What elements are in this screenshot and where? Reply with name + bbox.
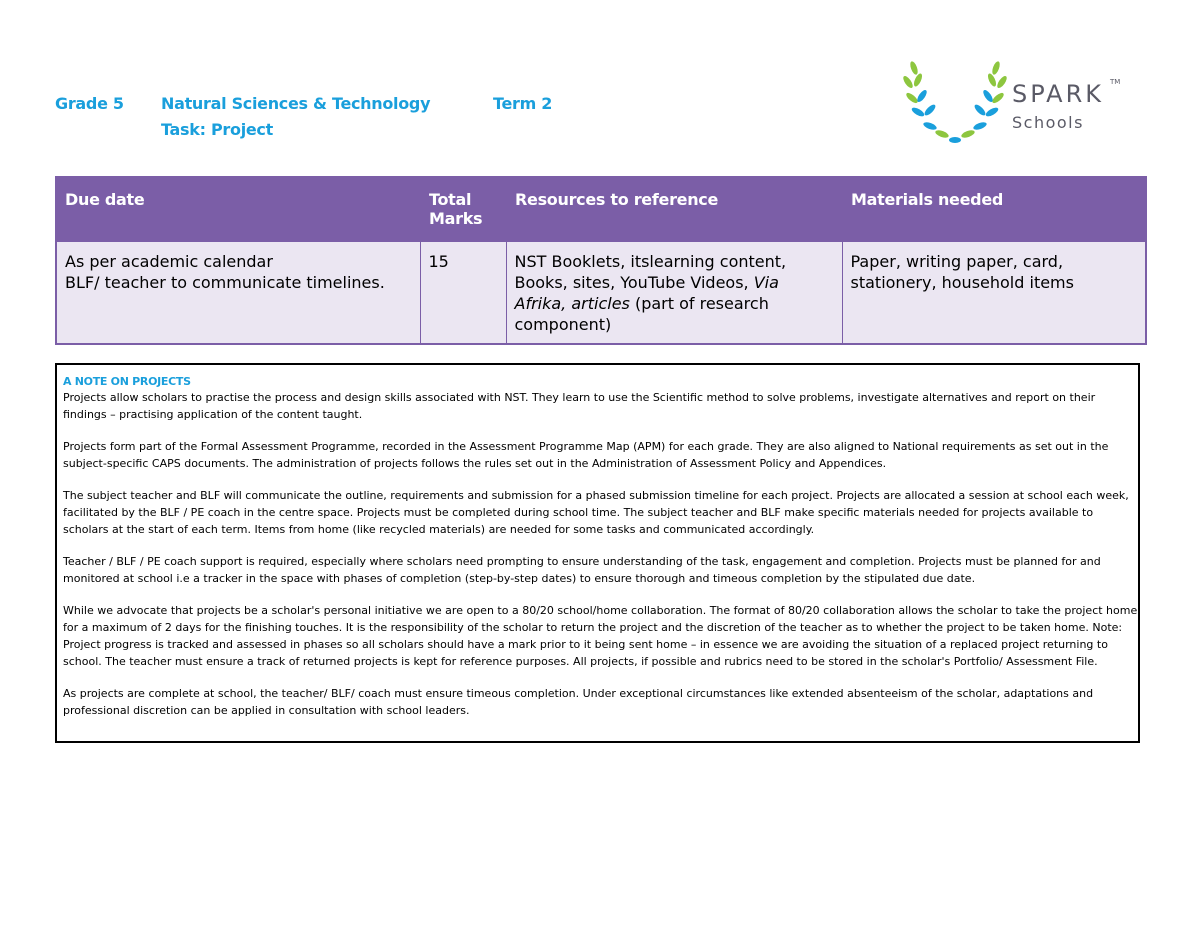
cell-due-date bbox=[56, 241, 420, 344]
header-total-marks: Total Marks bbox=[420, 177, 506, 241]
table-row bbox=[56, 241, 1146, 344]
logo-trademark: TM bbox=[1110, 78, 1121, 86]
subject-label: Natural Sciences & Technology bbox=[161, 94, 431, 113]
cell-resources bbox=[506, 241, 842, 344]
term-label: Term 2 bbox=[493, 94, 553, 113]
cell-materials: Paper, writing paper, card, stationery, household items bbox=[842, 241, 1146, 344]
note-paragraph: As projects are complete at school, the teacher/ BLF/ coach must ensure timeous completion. Under exceptional circumstances like extended absenteeism of the scholar, adaptations and professional discretion can be applied in consultation with school leaders. bbox=[63, 687, 1094, 717]
table-header-row bbox=[56, 177, 1146, 241]
due-line-2: BLF/ teacher to communicate timelines. bbox=[65, 273, 385, 292]
logo-sub: Schools bbox=[1012, 113, 1084, 132]
logo-brand: SPARK bbox=[1012, 80, 1105, 108]
resources-italic: Via Afrika, articles bbox=[514, 273, 779, 313]
projects-note-box bbox=[55, 363, 1140, 743]
note-paragraph: Projects form part of the Formal Assessment Programme, recorded in the Assessment Programme Map (APM) for each grade. They are also aligned to National requirements as set out in the subject-specific CAPS documents. The administration of projects follows the rules set out in the Administration of Assessment Policy and Appendices. bbox=[63, 440, 1109, 470]
note-title: A NOTE ON PROJECTS bbox=[63, 375, 191, 388]
header-due-date: Due date bbox=[56, 177, 420, 241]
note-paragraph: Teacher / BLF / PE coach support is required, especially where scholars need prompting to ensure understanding of the task, engagement and completion. Projects must be planned for and monitored at school i.e a tracker in the space with phases of completion (step-by-step dates) to ensure thorough and timeous completion by the stipulated due date. bbox=[63, 555, 1101, 585]
cell-total-marks: 15 bbox=[420, 241, 506, 344]
header-resources: Resources to reference bbox=[506, 177, 842, 241]
note-paragraph: Projects allow scholars to practise the process and design skills associated with NST. They learn to use the Scientific method to solve problems, investigate alternatives and report on their findings – practising application of the content taught. bbox=[63, 391, 1096, 421]
laurel-wreath-icon bbox=[900, 58, 1010, 148]
task-info-table bbox=[55, 176, 1147, 345]
note-paragraph: The subject teacher and BLF will communicate the outline, requirements and submission for a phased submission timeline for each project. Projects are allocated a session at school each week, facilitated by the BLF / PE coach in the centre space. Projects must be completed during school time. The subject teacher and BLF make specific materials needed for projects available to scholars at the start of each term. Items from home (like recycled materials) are needed for some tasks and communicated accordingly. bbox=[63, 489, 1129, 536]
resources-note: (part of research component) bbox=[514, 294, 769, 334]
due-line-1: As per academic calendar bbox=[65, 252, 273, 271]
resources-text: NST Booklets, itslearning content, Books, sites, YouTube Videos, bbox=[514, 252, 787, 292]
grade-label: Grade 5 bbox=[55, 94, 124, 113]
note-paragraph: While we advocate that projects be a scholar's personal initiative we are open to a 80/20 school/home collaboration. The format of 80/20 collaboration allows the scholar to take the project home for a maximum of 2 days for the finishing touches. It is the responsibility of the scholar to return the project and the discretion of the teacher as to whether the project to be taken home. Note: Project progress is tracked and assessed in phases so all scholars should have a mark prior to it being sent home – in essence we are avoiding the situation of a replaced project returning to school. The teacher must ensure a track of returned projects is kept for reference purposes. All projects, if possible and rubrics need to be stored in the scholar's Portfolio/ Assessment File. bbox=[63, 604, 1138, 668]
spark-schools-logo bbox=[900, 58, 1120, 148]
header-materials: Materials needed bbox=[842, 177, 1146, 241]
task-label: Task: Project bbox=[161, 120, 273, 139]
